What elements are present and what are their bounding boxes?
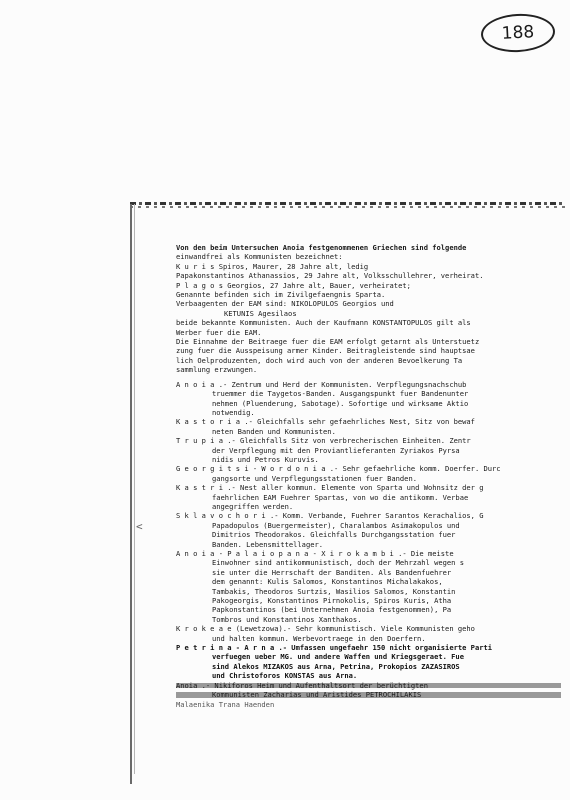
text-line: K u r i s Spiros, Maurer, 28 Jahre alt, ledig [176,261,369,271]
text-line: sind Alekos MIZAKOS aus Arna, Petrina, Prokopios ZAZASIROS [212,661,460,671]
text-line: K a s t o r i a .- Gleichfalls sehr gefaehrliches Nest, Sitz von bewaf [176,417,475,427]
text-line: A n o i a - P a l a i o p a n a - X i r o k a m b i .- Die meiste [176,549,454,558]
text-line: T r u p i a .- Gleichfalls Sitz von verbrecherischen Einheiten. Zentr [176,436,471,446]
text-line: P l a g o s Georgios, 27 Jahre alt, Bauer, verheiratet; [176,280,411,290]
page-number-stamp [480,12,556,54]
text-line: Anoia .- Nikiforos Heim und Aufenthaltsort der berüchtigten [176,681,561,690]
text-line: Die Einnahme der Beitraege fuer die EAM erfolgt getarnt als Unterstuetz [176,337,480,347]
text-line: und Christoforos KONSTAS aus Arna. [212,671,358,681]
text-line: Verbaagenten der EAM sind: NIKOLOPULOS Georgios und [176,299,394,309]
text-line: Werber fuer die EAM. [176,327,262,337]
text-line: Pakogeorgis, Konstantinos Pirnokolis, Spiros Kuris, Atha [212,596,452,606]
text-line: einwandfrei als Kommunisten bezeichnet: [176,252,343,262]
text-line: beide bekannte Kommunisten. Auch der Kaufmann KONSTANTOPULOS gilt als [176,318,471,328]
text-line: zung fuer die Ausspeisung armer Kinder. Beitragleistende sind hauptsae [176,346,475,356]
text-line: und halten kommun. Werbevortraege in den Doerfern. [212,633,426,643]
photocopy-left-edge [130,204,132,784]
text-line: Papkonstantinos (bei Unternehmen Anoia festgenommen), Pa [212,605,452,615]
text-line: G e o r g i t s i - W o r d o n i a .- Sehr gefaehrliche komm. Doerfer. Durc [176,464,501,474]
text-line: Papadopulos (Buergermeister), Charalambos Asimakopulos und [212,520,460,530]
text-line: K r o k e a e (Lewetzowa).- Sehr kommunistisch. Viele Kommunisten geho [176,624,475,634]
text-line: neten Banden und Kommunisten. [212,426,336,436]
text-line: Genannte befinden sich im Zivilgefaengnis Sparta. [176,290,386,300]
margin-mark: < [136,520,143,533]
text-line: angegriffen werden. [212,501,294,511]
text-line: Von den beim Untersuchen Anoia festgenommenen Griechen sind folgende [176,243,467,252]
text-line: faehrlichen EAM Fuehrer Spartas, von wo die antikomm. Verbae [212,492,469,502]
text-line: lich Oelproduzenten, doch wird auch von der anderen Bevoelkerung Ta [176,355,463,365]
text-line: Papakonstantinos Athanassios, 29 Jahre alt, Volksschullehrer, verheirat. [176,271,484,281]
text-line: der Verpflegung mit den Proviantlieferanten Zyriakos Pyrsa [212,445,460,455]
text-line: notwendig. [212,407,255,417]
photocopy-top-edge [130,202,565,205]
page-number: 188 [501,22,535,44]
text-line: sammlung erzwungen. [176,365,258,375]
text-line: sie unter die Herrschaft der Banditen. Als Bandenfuehrer [212,567,452,577]
text-line: K a s t r i .- Nest aller kommun. Elemente von Sparta und Wohnsitz der g [176,483,484,493]
document-text [176,243,561,709]
text-line: Tombros und Konstantinos Xanthakos. [212,614,362,624]
photocopy-top-edge-shadow [130,206,565,208]
text-line: truemmer die Taygetos-Banden. Ausgangspunkt fuer Bandenunter [212,389,469,399]
text-line: S k l a v o c h o r i .- Komm. Verbande, Fuehrer Sarantos Kerachalios, G [176,511,484,521]
text-line: Malaenika Trana Haenden [176,699,275,709]
text-line: dem genannt: Kulis Salomos, Konstantinos Michalakakos, [212,577,443,587]
text-line: Kommunisten Zacharias und Aristides PETROCHILAKIS [176,690,561,699]
text-line: verfuegen ueber MG. und andere Waffen und Kriegsgeraet. Fue [212,652,464,662]
text-line: A n o i a .- Zentrum und Herd der Kommunisten. Verpflegungsnachschub [176,379,467,389]
text-line: P e t r i n a - A r n a .- Umfassen ungefaehr 150 nicht organisierte Parti [176,643,493,653]
text-line: nehmen (Pluenderung, Sabotage). Sofortige und wirksame Aktio [212,398,469,408]
text-line: Tambakis, Theodoros Surtzis, Wasilios Salomos, Konstantin [212,586,456,596]
text-line: Dimitrios Theodorakos. Gleichfalls Durchgangsstation fuer [212,530,456,540]
text-line: Einwohner sind antikommunistisch, doch der Mehrzahl wegen s [212,558,464,568]
text-line: KETUNIS Agesilaos [224,308,297,318]
photocopy-left-edge-shadow [134,204,135,774]
text-line: nidis und Petros Kuruvis. [212,454,319,464]
text-line: gangsorte und Verpflegungsstationen fuer Banden. [212,473,417,483]
text-line: Banden. Lebensmittellager. [212,539,324,549]
